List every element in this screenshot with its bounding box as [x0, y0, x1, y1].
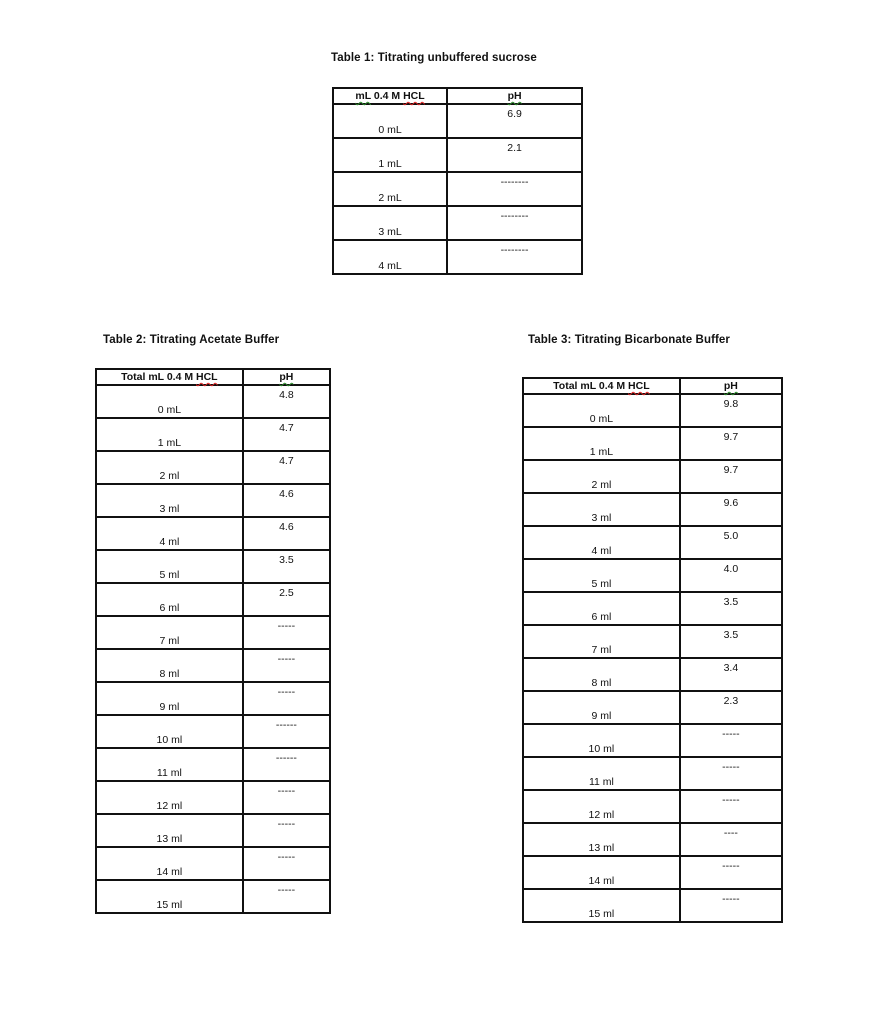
hcl-volume-value: 9 ml — [591, 710, 612, 722]
ph-value: ------ — [275, 752, 297, 764]
ph-value: 5.0 — [723, 530, 739, 542]
hcl-volume-value: 4 ml — [591, 545, 612, 557]
cell-ph — [680, 724, 782, 757]
table2-header-ml — [96, 369, 243, 385]
ph-value: -------- — [500, 176, 529, 188]
cell-hcl-volume — [96, 649, 243, 682]
cell-hcl-volume — [523, 790, 680, 823]
table-row — [333, 172, 582, 206]
cell-ph — [680, 427, 782, 460]
ph-value: 2.5 — [279, 587, 294, 599]
table-row — [523, 526, 782, 559]
hcl-volume-value: 0 mL — [157, 404, 182, 416]
cell-ph — [243, 583, 330, 616]
cell-ph — [243, 880, 330, 913]
hcl-volume-value: 1 mL — [378, 158, 402, 170]
cell-hcl-volume — [523, 757, 680, 790]
ph-value: 4.7 — [279, 422, 294, 434]
table-row — [96, 451, 330, 484]
cell-ph — [243, 847, 330, 880]
hcl-volume-value: 13 ml — [588, 842, 615, 854]
cell-ph — [680, 460, 782, 493]
table-row — [96, 550, 330, 583]
cell-ph — [680, 790, 782, 823]
ph-value: ----- — [722, 728, 740, 740]
ph-value: 4.6 — [279, 521, 294, 533]
cell-hcl-volume — [96, 880, 243, 913]
header-hcl: HCL — [196, 371, 218, 383]
table-row — [523, 592, 782, 625]
table-row — [523, 625, 782, 658]
ph-value: 9.7 — [723, 431, 739, 443]
hcl-volume-value: 9 ml — [159, 701, 180, 713]
table1-header-ph — [447, 88, 582, 104]
cell-ph — [243, 451, 330, 484]
cell-ph — [447, 206, 582, 240]
table-row — [523, 691, 782, 724]
cell-ph — [680, 526, 782, 559]
table-row — [96, 418, 330, 451]
cell-ph — [243, 616, 330, 649]
cell-hcl-volume — [96, 418, 243, 451]
hcl-volume-value: 3 ml — [591, 512, 612, 524]
table3-body — [523, 394, 782, 922]
table-row — [523, 460, 782, 493]
cell-hcl-volume — [96, 583, 243, 616]
table-row — [96, 847, 330, 880]
hcl-volume-value: 4 mL — [378, 260, 402, 272]
cell-hcl-volume — [96, 781, 243, 814]
table-row — [96, 649, 330, 682]
table-row — [523, 559, 782, 592]
table-row — [523, 856, 782, 889]
cell-hcl-volume — [523, 691, 680, 724]
hcl-volume-value: 7 ml — [159, 635, 180, 647]
table-row — [96, 682, 330, 715]
table-row — [96, 880, 330, 913]
table-row — [96, 583, 330, 616]
ph-value: 6.9 — [507, 108, 522, 120]
table-row — [523, 394, 782, 427]
table-row — [96, 814, 330, 847]
cell-ph — [680, 493, 782, 526]
hcl-volume-value: 12 ml — [156, 800, 183, 812]
ph-value: 4.0 — [723, 563, 739, 575]
hcl-volume-value: 10 ml — [156, 734, 183, 746]
ph-value: ----- — [722, 761, 740, 773]
cell-hcl-volume — [333, 206, 447, 240]
cell-ph — [243, 385, 330, 418]
table3-title: Table 3: Titrating Bicarbonate Buffer — [528, 334, 730, 346]
table3-header-row — [523, 378, 782, 394]
cell-hcl-volume — [96, 847, 243, 880]
table3-bicarbonate-buffer — [522, 377, 783, 923]
cell-hcl-volume — [523, 526, 680, 559]
cell-ph — [243, 649, 330, 682]
cell-hcl-volume — [333, 240, 447, 274]
hcl-volume-value: 1 mL — [157, 437, 182, 449]
cell-ph — [243, 484, 330, 517]
cell-hcl-volume — [523, 856, 680, 889]
table1-header-ml — [333, 88, 447, 104]
table1-unbuffered-sucrose — [332, 87, 583, 275]
cell-hcl-volume — [523, 658, 680, 691]
cell-ph — [680, 592, 782, 625]
table3-header-ph — [680, 378, 782, 394]
table2-body — [96, 385, 330, 913]
ph-value: -------- — [500, 210, 529, 222]
ph-value: ----- — [277, 686, 296, 698]
hcl-volume-value: 8 ml — [159, 668, 180, 680]
hcl-volume-value: 15 ml — [588, 908, 615, 920]
cell-ph — [680, 757, 782, 790]
ph-value: 4.6 — [279, 488, 294, 500]
ph-value: 2.1 — [507, 142, 522, 154]
cell-ph — [243, 550, 330, 583]
table-row — [333, 206, 582, 240]
cell-hcl-volume — [523, 460, 680, 493]
ph-value: 3.4 — [723, 662, 739, 674]
ph-value: ----- — [722, 794, 740, 806]
cell-hcl-volume — [523, 724, 680, 757]
cell-hcl-volume — [333, 104, 447, 138]
hcl-volume-value: 15 ml — [156, 899, 183, 911]
hcl-volume-value: 2 mL — [378, 192, 402, 204]
cell-ph — [447, 240, 582, 274]
ph-value: 3.5 — [723, 596, 739, 608]
cell-hcl-volume — [96, 814, 243, 847]
cell-hcl-volume — [523, 559, 680, 592]
table-row — [96, 484, 330, 517]
ph-value: 9.6 — [723, 497, 739, 509]
table2-header-row — [96, 369, 330, 385]
cell-ph — [447, 172, 582, 206]
hcl-volume-value: 0 mL — [589, 413, 614, 425]
ph-value: ----- — [722, 860, 740, 872]
hcl-volume-value: 11 ml — [588, 776, 614, 788]
cell-ph — [447, 104, 582, 138]
cell-ph — [447, 138, 582, 172]
cell-hcl-volume — [523, 493, 680, 526]
hcl-volume-value: 6 ml — [591, 611, 612, 623]
table1-header-row — [333, 88, 582, 104]
hcl-volume-value: 3 ml — [159, 503, 180, 515]
cell-hcl-volume — [96, 451, 243, 484]
header-total-ml: Total mL 0.4 M — [121, 371, 196, 383]
ph-value: ----- — [277, 818, 296, 830]
table-row — [96, 781, 330, 814]
table-row — [523, 493, 782, 526]
hcl-volume-value: 2 ml — [591, 479, 612, 491]
ph-value: 4.8 — [279, 389, 294, 401]
table-row — [523, 823, 782, 856]
table2-acetate-buffer — [95, 368, 331, 914]
hcl-volume-value: 12 ml — [588, 809, 615, 821]
cell-hcl-volume — [96, 682, 243, 715]
hcl-volume-value: 1 mL — [589, 446, 614, 458]
table-row — [523, 427, 782, 460]
table-row — [523, 790, 782, 823]
table-row — [96, 748, 330, 781]
cell-hcl-volume — [96, 616, 243, 649]
hcl-volume-value: 11 ml — [156, 767, 182, 779]
cell-ph — [243, 781, 330, 814]
header-hcl: HCL — [403, 90, 425, 102]
hcl-volume-value: 0 mL — [378, 124, 402, 136]
cell-hcl-volume — [333, 172, 447, 206]
table-row — [333, 240, 582, 274]
ph-value: ----- — [277, 653, 296, 665]
header-ph-label: pH — [279, 371, 294, 383]
cell-ph — [680, 658, 782, 691]
header-ml-unit: mL — [355, 90, 371, 102]
header-molarity: 0.4 M — [370, 90, 404, 102]
cell-ph — [243, 715, 330, 748]
cell-ph — [243, 748, 330, 781]
ph-value: -------- — [500, 244, 529, 256]
header-ph-label: pH — [723, 380, 738, 392]
hcl-volume-value: 14 ml — [588, 875, 615, 887]
cell-hcl-volume — [96, 748, 243, 781]
table-row — [96, 517, 330, 550]
ph-value: ------ — [275, 719, 297, 731]
ph-value: ----- — [722, 893, 740, 905]
cell-hcl-volume — [333, 138, 447, 172]
table1-title: Table 1: Titrating unbuffered sucrose — [331, 52, 537, 64]
cell-hcl-volume — [523, 427, 680, 460]
header-ph-label: pH — [507, 90, 522, 102]
hcl-volume-value: 4 ml — [159, 536, 180, 548]
cell-ph — [243, 418, 330, 451]
cell-ph — [680, 889, 782, 922]
ph-value: 9.7 — [723, 464, 739, 476]
hcl-volume-value: 5 ml — [591, 578, 612, 590]
cell-hcl-volume — [523, 394, 680, 427]
table-row — [523, 889, 782, 922]
ph-value: ----- — [277, 785, 296, 797]
cell-hcl-volume — [96, 517, 243, 550]
table-row — [96, 385, 330, 418]
cell-ph — [680, 559, 782, 592]
cell-hcl-volume — [96, 715, 243, 748]
hcl-volume-value: 7 ml — [591, 644, 612, 656]
ph-value: 3.5 — [723, 629, 739, 641]
cell-ph — [243, 517, 330, 550]
cell-ph — [680, 856, 782, 889]
header-total-ml: Total mL 0.4 M — [553, 380, 629, 392]
hcl-volume-value: 14 ml — [156, 866, 183, 878]
cell-hcl-volume — [96, 385, 243, 418]
cell-hcl-volume — [523, 823, 680, 856]
ph-value: ----- — [277, 851, 296, 863]
table-row — [523, 658, 782, 691]
table1-body — [333, 104, 582, 274]
ph-value: 3.5 — [279, 554, 294, 566]
hcl-volume-value: 13 ml — [156, 833, 183, 845]
cell-ph — [680, 691, 782, 724]
cell-hcl-volume — [96, 484, 243, 517]
cell-ph — [680, 394, 782, 427]
ph-value: ----- — [277, 620, 296, 632]
cell-ph — [680, 625, 782, 658]
table-row — [96, 715, 330, 748]
table3-header-ml — [523, 378, 680, 394]
hcl-volume-value: 2 ml — [159, 470, 180, 482]
ph-value: 2.3 — [723, 695, 739, 707]
table-row — [333, 138, 582, 172]
table-row — [333, 104, 582, 138]
table2-header-ph — [243, 369, 330, 385]
cell-hcl-volume — [523, 625, 680, 658]
table-row — [523, 757, 782, 790]
hcl-volume-value: 6 ml — [159, 602, 180, 614]
hcl-volume-value: 3 mL — [378, 226, 402, 238]
cell-hcl-volume — [96, 550, 243, 583]
header-hcl: HCL — [628, 380, 650, 392]
hcl-volume-value: 5 ml — [159, 569, 180, 581]
cell-hcl-volume — [523, 889, 680, 922]
hcl-volume-value: 10 ml — [588, 743, 615, 755]
table2-title: Table 2: Titrating Acetate Buffer — [103, 334, 280, 346]
cell-ph — [243, 682, 330, 715]
table-row — [96, 616, 330, 649]
cell-ph — [243, 814, 330, 847]
cell-hcl-volume — [523, 592, 680, 625]
ph-value: ---- — [723, 827, 738, 839]
hcl-volume-value: 8 ml — [591, 677, 612, 689]
ph-value: 9.8 — [723, 398, 739, 410]
cell-ph — [680, 823, 782, 856]
ph-value: 4.7 — [279, 455, 294, 467]
ph-value: ----- — [277, 884, 296, 896]
table-row — [523, 724, 782, 757]
